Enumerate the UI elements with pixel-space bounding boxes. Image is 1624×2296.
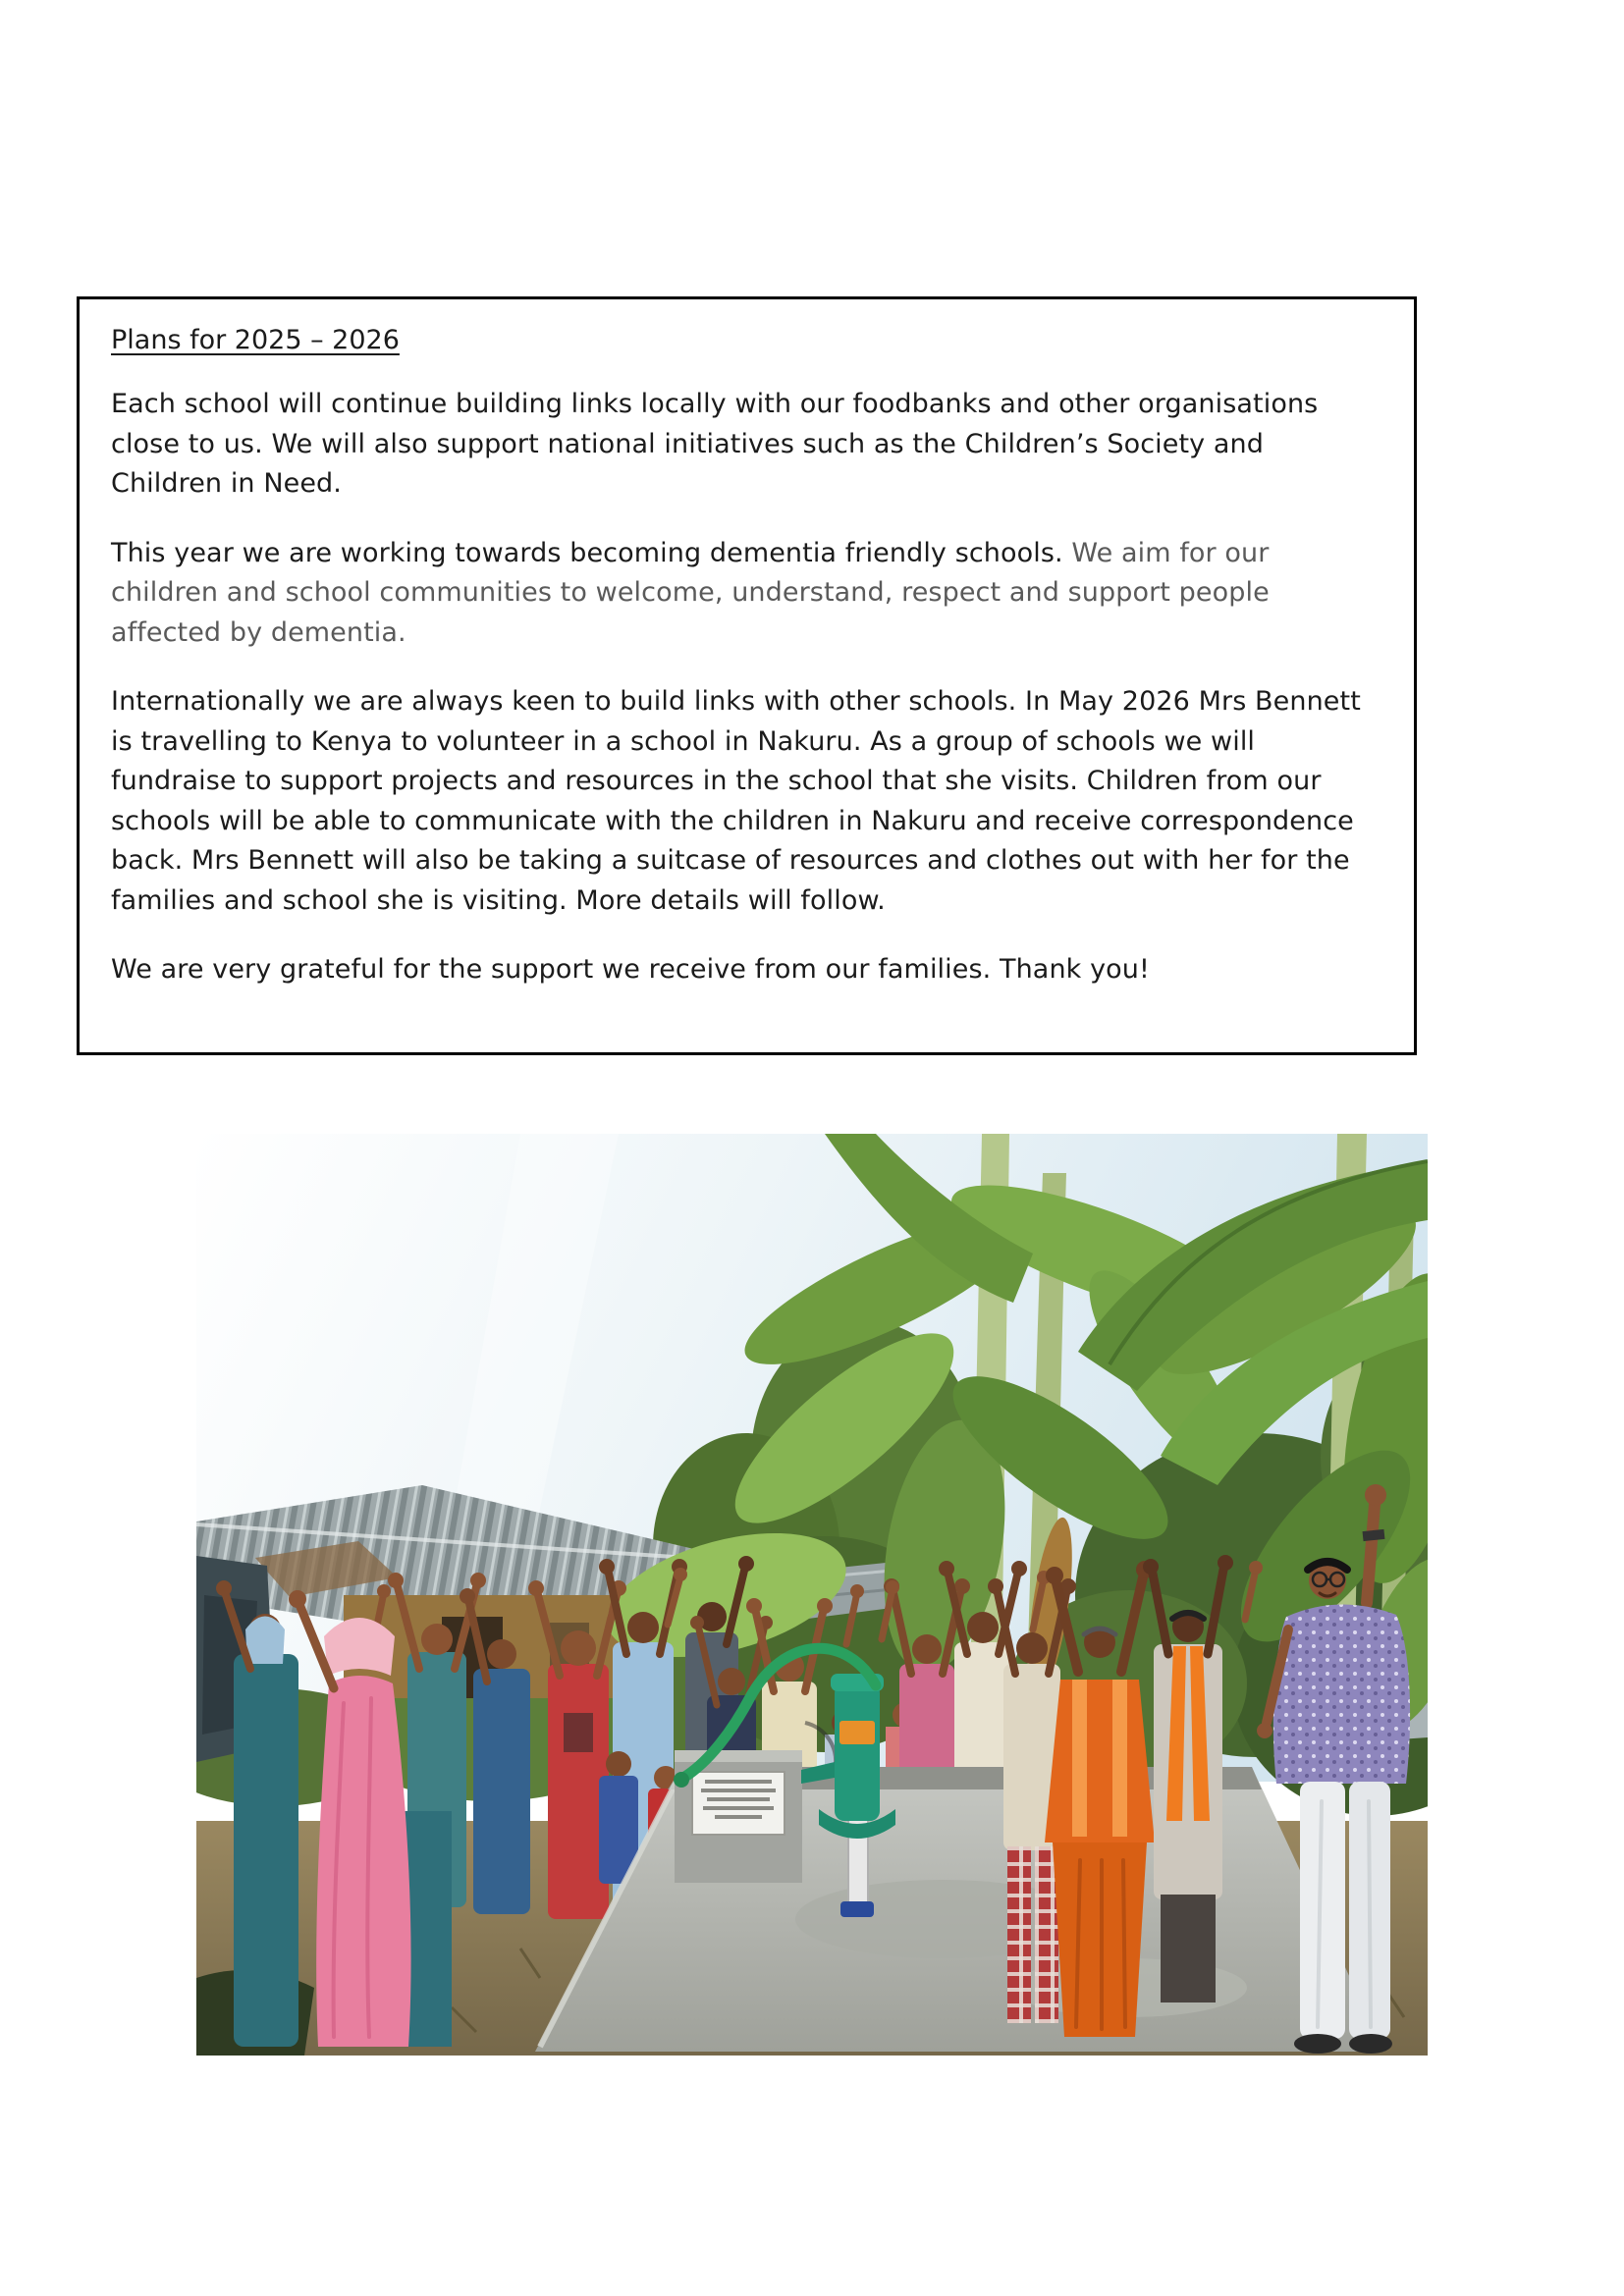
plans-paragraph-2-main: This year we are working towards becoming dementia friendly schools.	[111, 537, 1063, 568]
plans-paragraph-4: We are very grateful for the support we receive from our families. Thank you!	[111, 954, 1150, 985]
concrete-platform	[535, 1767, 1384, 2052]
plans-title: Plans for 2025 – 2026	[111, 325, 400, 355]
plans-paragraph-2	[111, 534, 1380, 654]
plans-paragraph-2-secondary: We aim for our children and school communities to welcome, understand, respect and support people affected by dementia.	[111, 537, 1270, 648]
photo-figure	[196, 1134, 1428, 2056]
plans-box	[77, 296, 1417, 1055]
plans-paragraph-3: Internationally we are always keen to build links with other schools. In May 2026 Mrs Bennett is travelling to Kenya to volunteer in a school in Nakuru. As a group of schools we will fundraise to support projects and resources in the school that she visits. Children from our schools will be able to communicate with the children in Nakuru and receive correspondence back. Mrs Bennett will also be taking a suitcase of resources and clothes out with her for the families and school she is visiting. More details will follow.	[111, 686, 1361, 916]
village-pump-photo	[196, 1134, 1428, 2056]
plans-paragraph-1: Each school will continue building links locally with our foodbanks and other organisations close to us. We will also support national initiatives such as the Children’s Society and Children in Need.	[111, 389, 1319, 499]
